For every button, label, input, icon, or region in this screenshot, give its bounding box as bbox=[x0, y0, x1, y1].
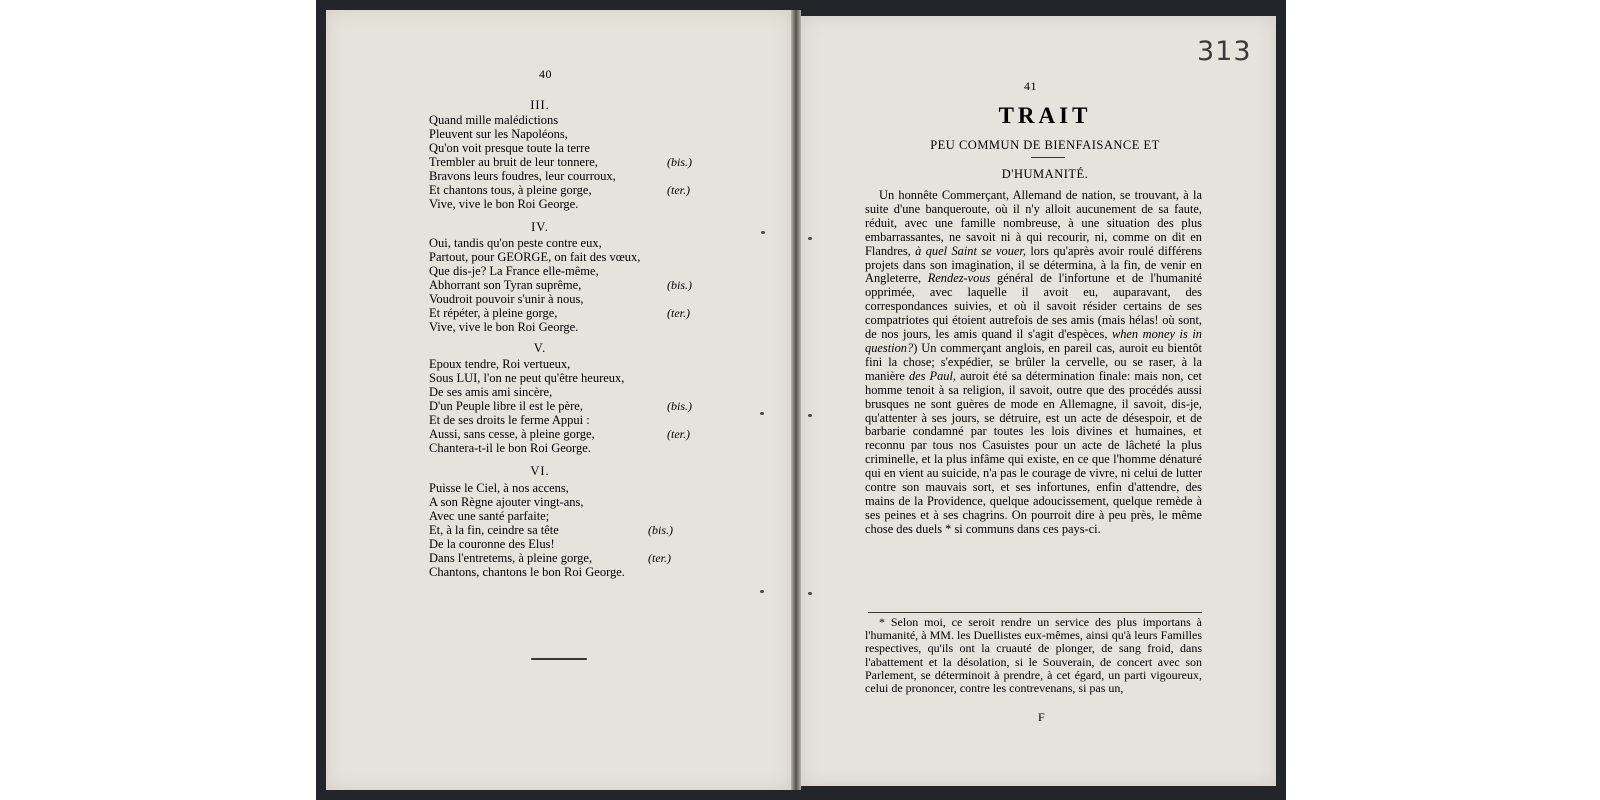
refrain-mark-ter: (ter.) bbox=[667, 183, 690, 197]
verse-line: Oui, tandis qu'on peste contre eux, bbox=[429, 236, 602, 250]
verse-line: Voudroit pouvoir s'unir à nous, bbox=[429, 292, 584, 306]
body-text-segment: ) Un commerçant anglois, en pareil cas, auroit eu bientôt fini la chose; s'expédier, se brûler la cervelle, ou se raser, à la manière bbox=[865, 340, 1202, 383]
verse-line: Quand mille malédictions bbox=[429, 113, 559, 127]
refrain-mark-ter: (ter.) bbox=[648, 551, 671, 565]
stanza-number: III. bbox=[530, 98, 550, 112]
verse-line: Dans l'entretems, à pleine gorge, bbox=[429, 551, 593, 565]
body-italic-segment: Rendez-vous bbox=[927, 271, 991, 286]
verse-line: Qu'on voit presque toute la terre bbox=[429, 141, 590, 155]
verse-line: Puisse le Ciel, à nos accens, bbox=[429, 481, 569, 495]
body-text-segment: Un honnête Commerçant, Allemand de nation, se trouvant, à la suite d'une banqueroute, où il n'y alloit aucunement de sa faute, réduit, avec une famille nombreuse, à une situation des plus embarrassantes, ne savoit ni à qui recourir, ni, comme on dit en Flandres, bbox=[865, 188, 1202, 258]
body-italic-segment: à quel Saint se vouer, bbox=[915, 243, 1026, 258]
right-page-number: 41 bbox=[1024, 79, 1037, 93]
binding-hole bbox=[808, 414, 812, 417]
verse-line: Sous LUI, l'on ne peut qu'être heureux, bbox=[429, 371, 625, 385]
end-ornament-dash bbox=[531, 658, 587, 660]
left-page-number: 40 bbox=[539, 67, 552, 81]
verse-line: De ses amis ami sincère, bbox=[429, 385, 553, 399]
refrain-mark-bis: (bis.) bbox=[667, 399, 692, 413]
verse-line: Trembler au bruit de leur tonnere, bbox=[429, 155, 598, 169]
verse-line: Vive, vive le bon Roi George. bbox=[429, 320, 579, 334]
verse-line: Aussi, sans cesse, à pleine gorge, bbox=[429, 427, 595, 441]
article-subtitle: PEU COMMUN DE BIENFAISANCE ET bbox=[930, 138, 1160, 152]
body-text-segment: général de l'infortune et de l'humanité opprimée, avec laquelle il avoit eu, auparavant, des correspondances suivies, et où il savoit résider certains de ses compatriotes qui étoient autrefois de ses amis (mais hélas! où sont, de nos jours, les amis quand il s'agit d'espèces, bbox=[865, 271, 1202, 342]
body-italic-segment: des Paul, bbox=[908, 368, 957, 383]
title-rule bbox=[1031, 157, 1065, 158]
verse-line: Partout, pour GEORGE, on fait des vœux, bbox=[429, 250, 641, 264]
archive-number: 313 bbox=[1197, 36, 1252, 67]
verse-line: D'un Peuple libre il est le père, bbox=[429, 399, 583, 413]
binding-hole bbox=[761, 231, 765, 234]
binding-hole bbox=[808, 592, 812, 595]
binding-hole bbox=[760, 412, 764, 415]
refrain-mark-bis: (bis.) bbox=[667, 155, 692, 169]
stanza-number: V. bbox=[533, 341, 547, 355]
refrain-mark-ter: (ter.) bbox=[667, 306, 690, 320]
article-body bbox=[865, 189, 1202, 537]
verse-line: Que dis-je? La France elle-même, bbox=[429, 264, 599, 278]
refrain-mark-bis: (bis.) bbox=[648, 523, 673, 537]
body-text-segment: lors qu'après avoir roulé différens projets dans son imagination, il se détermina, à la fin, de venir en Angleterre, bbox=[865, 243, 1202, 286]
book-gutter bbox=[791, 10, 801, 790]
stanza-number: VI. bbox=[530, 464, 550, 478]
verse-line: Vive, vive le bon Roi George. bbox=[429, 197, 579, 211]
verse-line: Bravons leurs foudres, leur courroux, bbox=[429, 169, 616, 183]
verse-line: A son Règne ajouter vingt-ans, bbox=[429, 495, 584, 509]
refrain-mark-ter: (ter.) bbox=[667, 427, 690, 441]
verse-line: Chantera-t-il le bon Roi George. bbox=[429, 441, 591, 455]
verse-line: Avec une santé parfaite; bbox=[429, 509, 550, 523]
binding-hole bbox=[808, 237, 812, 240]
stanza-number: IV. bbox=[531, 220, 549, 234]
refrain-mark-bis: (bis.) bbox=[667, 278, 692, 292]
verse-line: Et répéter, à pleine gorge, bbox=[429, 306, 558, 320]
verse-line: Abhorrant son Tyran suprême, bbox=[429, 278, 582, 292]
body-text-segment: auroit été sa détermination finale: mais non, cet homme tenoit à sa religion, il savoit, outre que des procédés aussi brusques ne sont guères de mode en Allemagne, il savoit, dis-je, qu'attenter à ses jours, se détruire, est un acte de désespoir, et de barbarie condamné par toutes les lois divines et humaines, et reconnu par tous nos Casuistes pour un acte de lâcheté la plus criminelle, et la plus infâme qui existe, en ce que l'homme dénaturé qui en vient au suicide, n'a pas le courage de vivre, ni celui de lutter contre son mauvais sort, et ses infortunes, enfin d'attendre, des mains de la Providence, quelque adoucissement, quelque remède à ses peines et à ses chagrins. On pourroit dire à peu près, le même chose des duels * si communs dans ces pays-ci. bbox=[865, 368, 1203, 536]
signature-mark: F bbox=[1038, 710, 1045, 724]
article-subtitle-2: D'HUMANITÉ. bbox=[1001, 167, 1089, 181]
verse-line: Pleuvent sur les Napoléons, bbox=[429, 127, 568, 141]
article-title: TRAIT bbox=[998, 103, 1092, 128]
verse-line: Chantons, chantons le bon Roi George. bbox=[429, 565, 625, 579]
binding-hole bbox=[760, 590, 764, 593]
footnote: * Selon moi, ce seroit rendre un service des plus importans à l'humanité, à MM. les Duellistes eux-mêmes, ainsi qu'à leurs Familles respectives, qu'ils ont la cruauté de plonger, de sang froid, dans l'abattement et la désolation, si le Souverain, de concert avec son Parlement, se déterminoit à prendre, à cet égard, un parti vigoureux, celui de prononcer, contre les contrevenans, si pas un, bbox=[865, 615, 1202, 696]
verse-line: Et, à la fin, ceindre sa tête bbox=[429, 523, 559, 537]
verse-line: Epoux tendre, Roi vertueux, bbox=[429, 357, 571, 371]
verse-line: De la couronne des Elus! bbox=[429, 537, 555, 551]
verse-line: Et de ses droits le ferme Appui : bbox=[429, 413, 590, 427]
footnote-rule bbox=[868, 612, 1202, 613]
verse-line: Et chantons tous, à pleine gorge, bbox=[429, 183, 592, 197]
body-italic-segment: when money is in question? bbox=[865, 327, 1202, 355]
